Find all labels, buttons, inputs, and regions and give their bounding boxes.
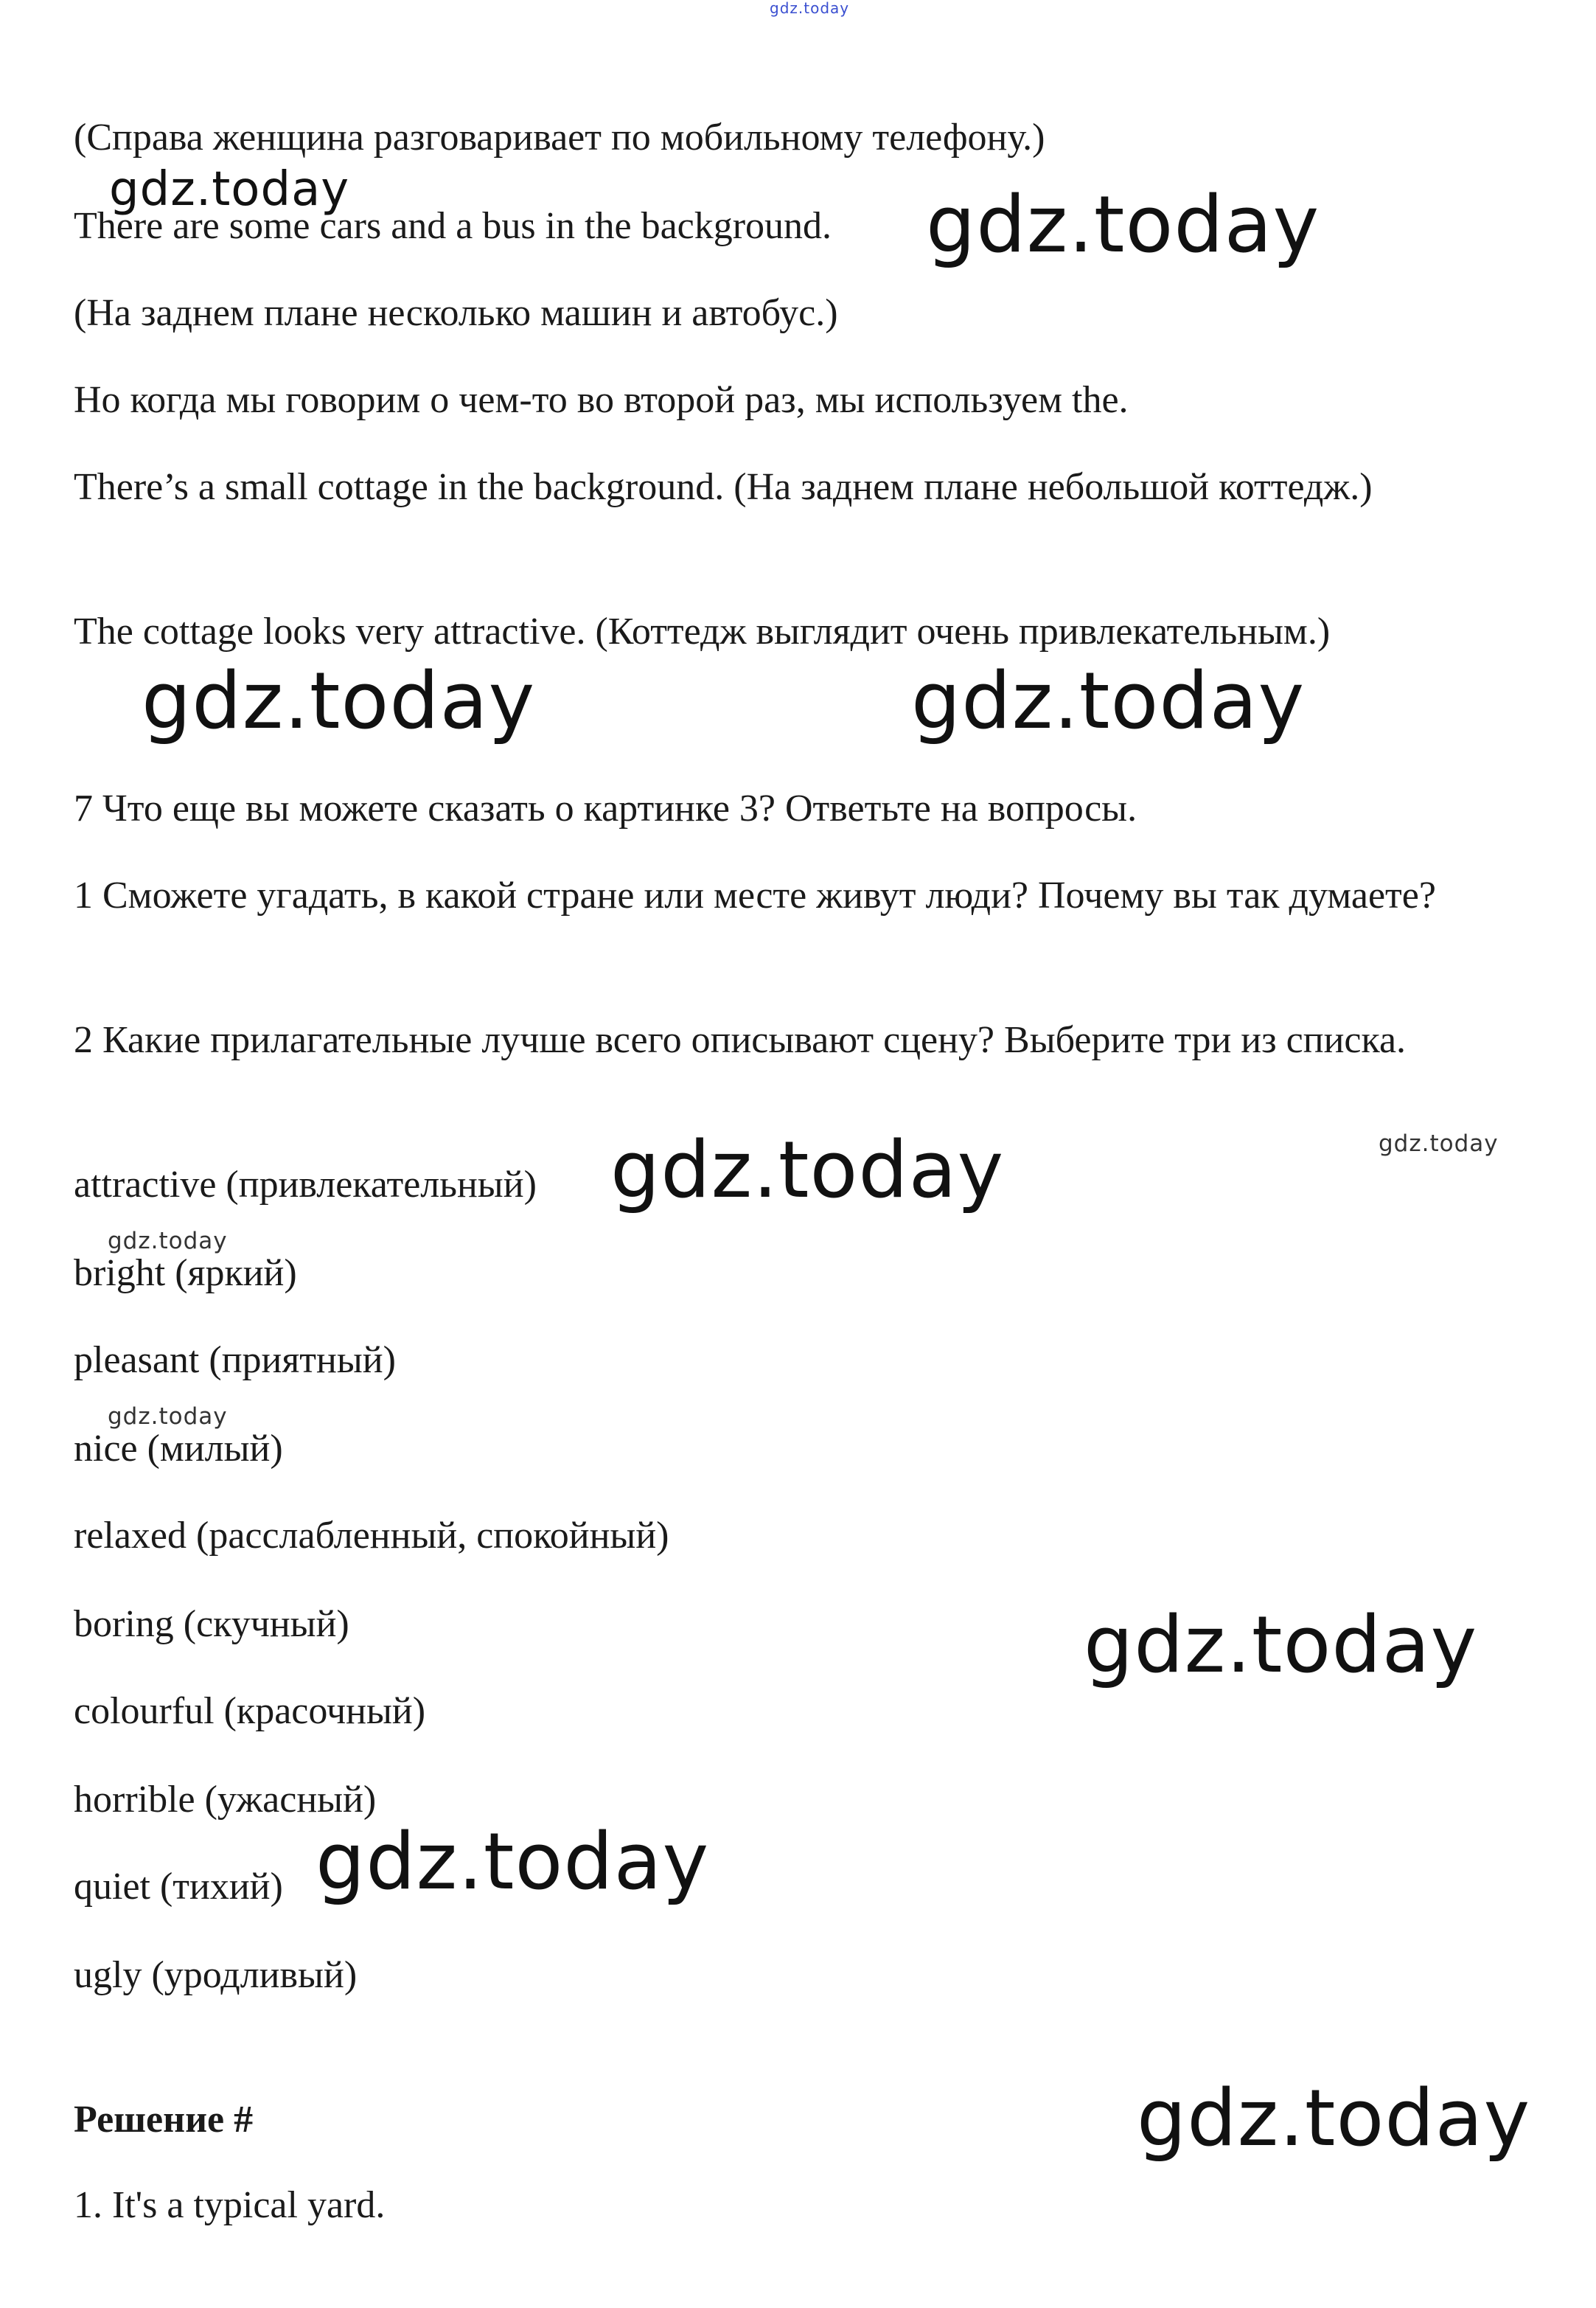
watermark: gdz.today	[1379, 1130, 1499, 1157]
watermark: gdz.today	[1084, 1599, 1478, 1690]
watermark: gdz.today	[108, 1403, 228, 1430]
question-1: 1 Сможете угадать, в какой стране или месте живут люди? Почему вы так думаете?	[74, 875, 1436, 917]
watermark: gdz.today	[316, 1816, 710, 1907]
text-line: (На заднем плане несколько машин и автобус.)	[74, 292, 838, 334]
adjective-item: pleasant (приятный)	[74, 1339, 396, 1381]
solution-heading: Решение #	[74, 2099, 254, 2141]
adjective-item: colourful (красочный)	[74, 1690, 426, 1732]
watermark: gdz.today	[1137, 2073, 1531, 2163]
adjective-item: horrible (ужасный)	[74, 1779, 377, 1821]
text-line: (Справа женщина разговаривает по мобильному телефону.)	[74, 117, 1045, 159]
question-2: 2 Какие прилагательные лучше всего описывают сцену? Выберите три из списка.	[74, 1019, 1407, 1061]
watermark: gdz.today	[610, 1125, 1005, 1215]
adjective-item: quiet (тихий)	[74, 1866, 283, 1908]
text-line: There are some cars and a bus in the background.	[74, 205, 832, 247]
adjective-item: boring (скучный)	[74, 1603, 349, 1645]
solution-answer: 1. It's a typical yard.	[74, 2184, 386, 2226]
adjective-item: relaxed (расслабленный, спокойный)	[74, 1515, 669, 1557]
watermark: gdz.today	[911, 656, 1306, 746]
watermark: gdz.today	[109, 162, 350, 217]
watermark: gdz.today	[770, 0, 850, 17]
text-line: The cottage looks very attractive. (Коттедж выглядит очень привлекательным.)	[74, 611, 1331, 653]
text-line: Но когда мы говорим о чем-то во второй раз, мы используем the.	[74, 379, 1129, 421]
text-line: 7 Что еще вы можете сказать о картинке 3? Ответьте на вопросы.	[74, 788, 1137, 830]
adjective-item: attractive (привлекательный)	[74, 1164, 537, 1206]
text-paragraph: There’s a small cottage in the background. (На заднем плане небольшой коттедж.)	[74, 466, 1373, 508]
adjective-item: bright (яркий)	[74, 1252, 297, 1294]
adjective-item: nice (милый)	[74, 1428, 283, 1470]
watermark: gdz.today	[108, 1228, 228, 1254]
adjective-item: ugly (уродливый)	[74, 1954, 358, 1996]
watermark: gdz.today	[926, 179, 1320, 270]
watermark: gdz.today	[142, 656, 536, 746]
